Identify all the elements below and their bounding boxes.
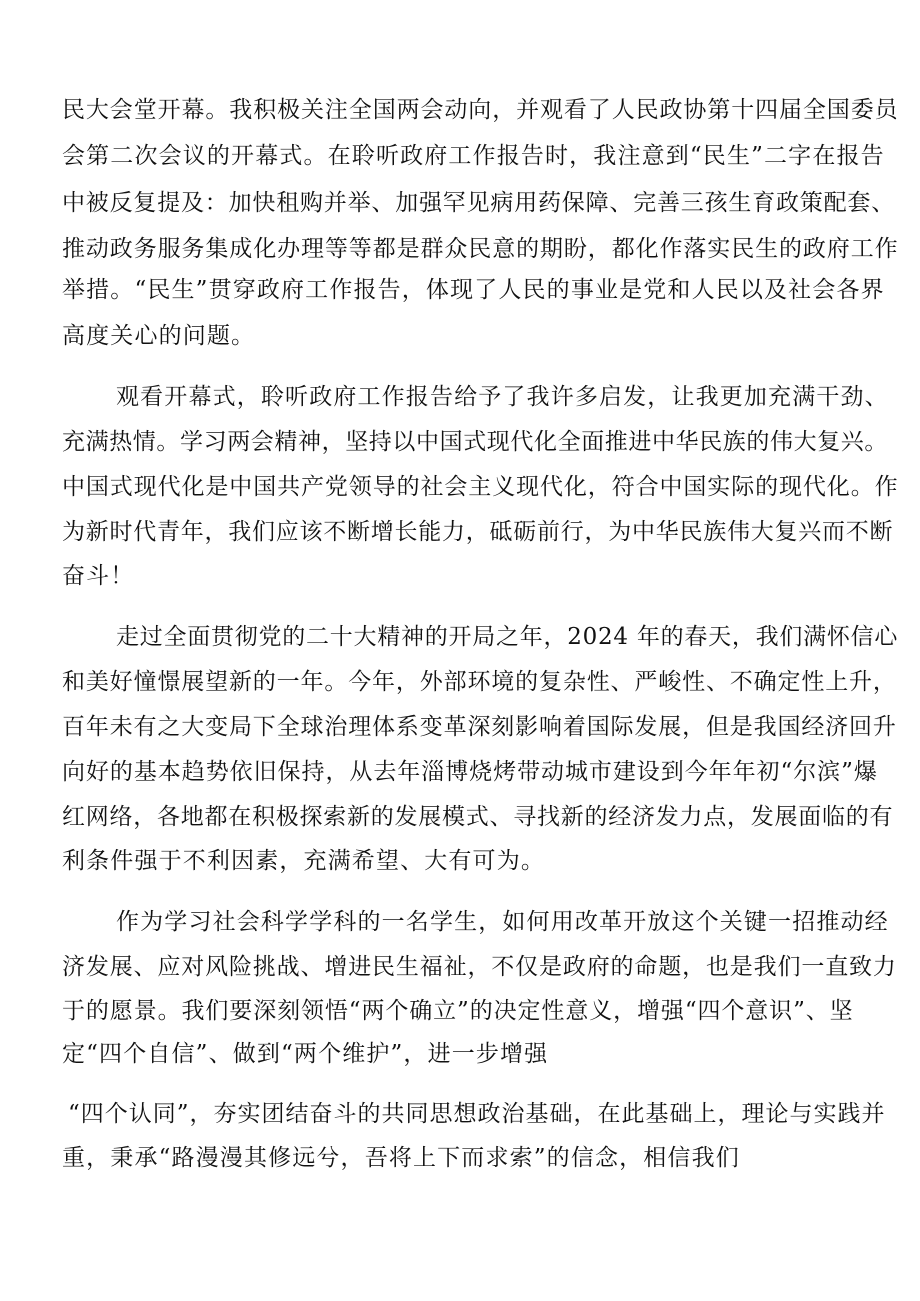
text-line: 高度关心的问题。	[62, 323, 256, 349]
text-line: 奋斗！	[62, 563, 135, 589]
text-line: 会第二次会议的开幕式。在聆听政府工作报告时，我注意到“民生”二字在报告	[62, 143, 885, 169]
text-line: 推动政务服务集成化办理等等都是群众民意的期盼，都化作落实民生的政府工作	[62, 236, 899, 262]
text-line: 充满热情。学习两会精神，坚持以中国式现代化全面推进中华民族的伟大复兴。	[62, 429, 888, 455]
text-line: 观看开幕式，聆听政府工作报告给予了我许多启发，让我更加充满干劲、	[116, 384, 889, 410]
text-line: 为新时代青年，我们应该不断增长能力，砥砺前行，为中华民族伟大复兴而不断	[62, 519, 894, 545]
text-line: 向好的基本趋势依旧保持，从去年淄博烧烤带动城市建设到今年年初“尔滨”爆	[62, 759, 878, 785]
text-line: 中被反复提及：加快租购并举、加强罕见病用药保障、完善三孩生育政策配套、	[62, 190, 895, 216]
text-line: 利条件强于不利因素，充满希望、大有可为。	[62, 848, 545, 874]
text-line: 走过全面贯彻党的二十大精神的开局之年，2024 年的春天，我们满怀信心	[116, 624, 899, 650]
text-line: 民大会堂开幕。我积极关注全国两会动向，并观看了人民政协第十四届全国委员	[62, 97, 899, 123]
text-line: 于的愿景。我们要深刻领悟“两个确立”的决定性意义，增强“四个意识”、坚	[62, 998, 854, 1024]
text-line: 定“四个自信”、做到“两个维护”，进一步增强	[62, 1041, 549, 1067]
text-line: 济发展、应对风险挑战、增进民生福祉，不仅是政府的命题，也是我们一直致力	[62, 954, 897, 980]
text-line: 作为学习社会科学学科的一名学生，如何用改革开放这个关键一招推动经	[116, 909, 889, 935]
text-line: 和美好憧憬展望新的一年。今年，外部环境的复杂性、严峻性、不确定性上升，	[62, 669, 897, 695]
text-line: 红网络，各地都在积极探索新的发展模式、寻找新的经济发力点，发展面临的有	[62, 804, 894, 830]
text-line: 百年未有之大变局下全球治理体系变革深刻影响着国际发展，但是我国经济回升	[62, 714, 897, 740]
text-line: 中国式现代化是中国共产党领导的社会主义现代化，符合中国实际的现代化。作	[62, 474, 899, 500]
text-line: 举措。“民生”贯穿政府工作报告，体现了人民的事业是党和人民以及社会各界	[62, 277, 885, 303]
text-line: 重，秉承“路漫漫其修远兮，吾将上下而求索”的信念，相信我们	[62, 1145, 740, 1171]
text-line: “四个认同”，夯实团结奋斗的共同思想政治基础，在此基础上，理论与实践并	[68, 1101, 886, 1127]
